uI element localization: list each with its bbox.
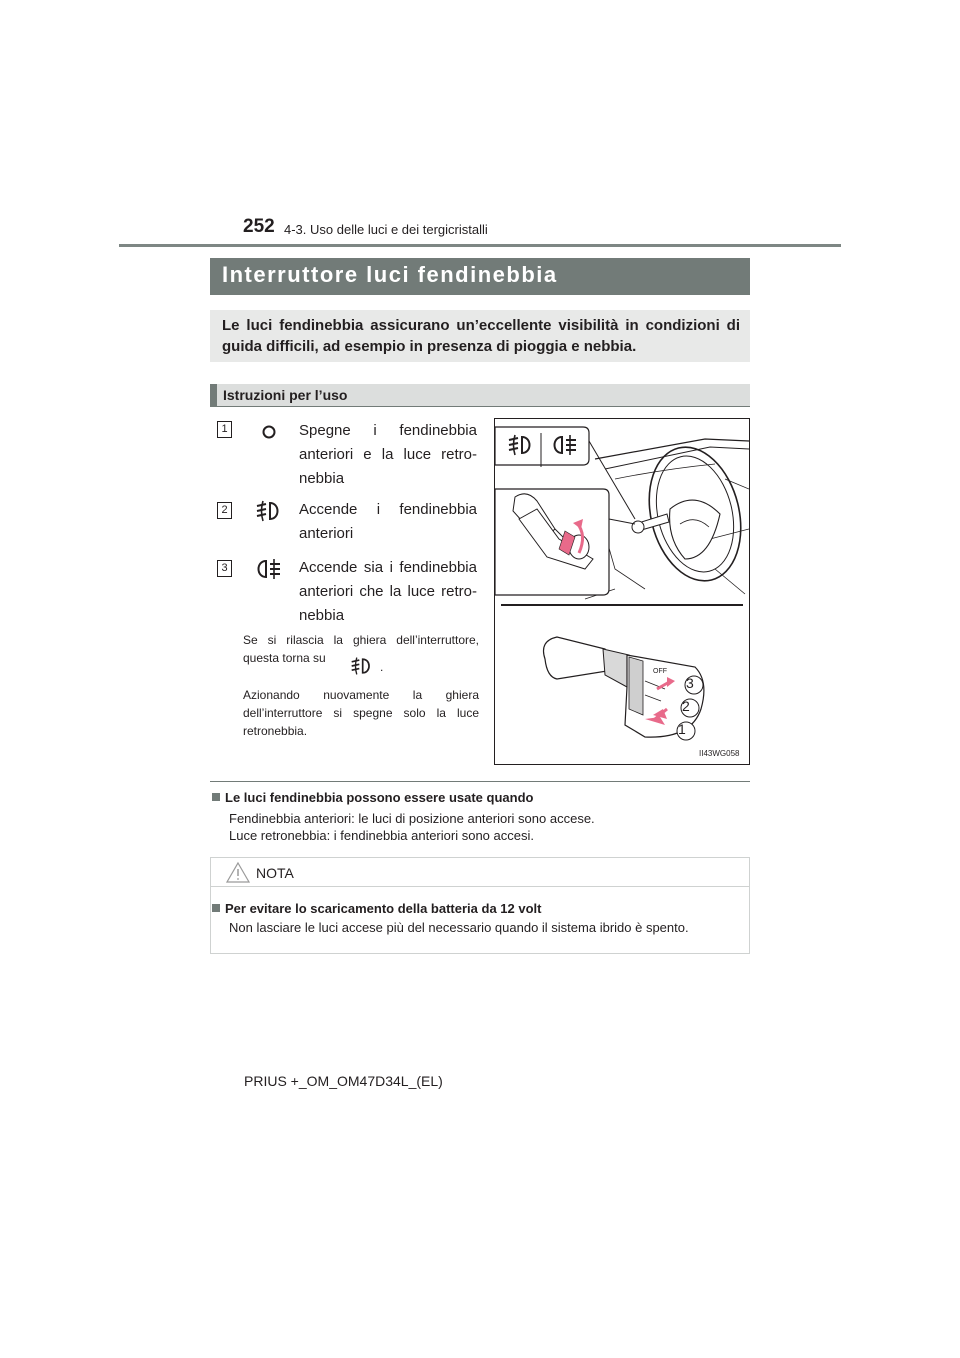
- fog-switch-figure: [494, 418, 750, 765]
- conditions-heading: [212, 790, 533, 805]
- conditions-line-1: Fendinebbia anteriori: le luci di posizione anteriori sono accese.: [229, 811, 595, 826]
- item-text-1: Spegne i fendinebbia anteriori e la luce retro-nebbia: [299, 422, 477, 487]
- subsection-underline: [210, 406, 750, 407]
- conditions-title: Le luci fendinebbia possono essere usate quando: [225, 790, 534, 805]
- section-breadcrumb: 4-3. Uso delle luci e dei tergicristalli: [284, 222, 488, 237]
- fog-switch-illustration: [495, 419, 749, 764]
- release-note-end: .: [380, 660, 384, 674]
- notice-text: Non lasciare le luci accese più del necessario quando il sistema ibrido è spento.: [229, 920, 689, 935]
- notice-title: Per evitare lo scaricamento della batteria da 12 volt: [225, 901, 542, 916]
- figure-callout-2: 2: [682, 698, 690, 714]
- page-number: 252: [243, 216, 275, 237]
- item-number-1: 1: [217, 421, 232, 438]
- item-text-2: Accende i fendinebbia anteriori: [299, 501, 477, 542]
- header-divider: [119, 244, 841, 247]
- release-note: Se si rilascia la ghiera dell’interruttore, questa torna su: [243, 633, 479, 665]
- rear-fog-light-icon: [255, 558, 281, 580]
- bullet-square-icon: [212, 904, 220, 912]
- notice-label: NOTA: [256, 865, 294, 881]
- subsection-title: Istruzioni per l’uso: [223, 387, 348, 403]
- conditions-line-2: Luce retronebbia: i fendinebbia anteriori sono accesi.: [229, 828, 534, 843]
- figure-callout-3: 3: [686, 675, 694, 691]
- figure-code: II43WG058: [699, 749, 740, 758]
- front-fog-light-icon: [255, 500, 281, 522]
- item-text-3: Accende sia i fendinebbia anteriori che la luce retro-nebbia: [299, 559, 477, 624]
- second-note: Azionando nuovamente la ghiera dell’interruttore si spegne solo la luce retronebbia.: [243, 688, 479, 738]
- notice-heading: [212, 901, 541, 916]
- document-code: PRIUS +_OM_OM47D34L_(EL): [244, 1073, 443, 1089]
- front-fog-light-icon: [350, 656, 372, 676]
- item-number-2: 2: [217, 502, 232, 519]
- subsection-marker: [210, 384, 217, 406]
- notice-divider: [211, 886, 749, 887]
- figure-callout-1: 1: [678, 721, 686, 737]
- item-number-3: 3: [217, 560, 232, 577]
- intro-text: Le luci fendinebbia assicurano un’eccellente visibilità in condizioni di guida difficili, ad esempio in presenza di pioggia e nebbia.: [222, 317, 740, 355]
- bullet-square-icon: [212, 793, 220, 801]
- svg-text:OFF: OFF: [653, 668, 667, 675]
- section-divider: [210, 781, 750, 782]
- warning-icon: [225, 861, 251, 884]
- page-title: Interruttore luci fendinebbia: [222, 262, 558, 287]
- off-position-icon: [260, 424, 278, 440]
